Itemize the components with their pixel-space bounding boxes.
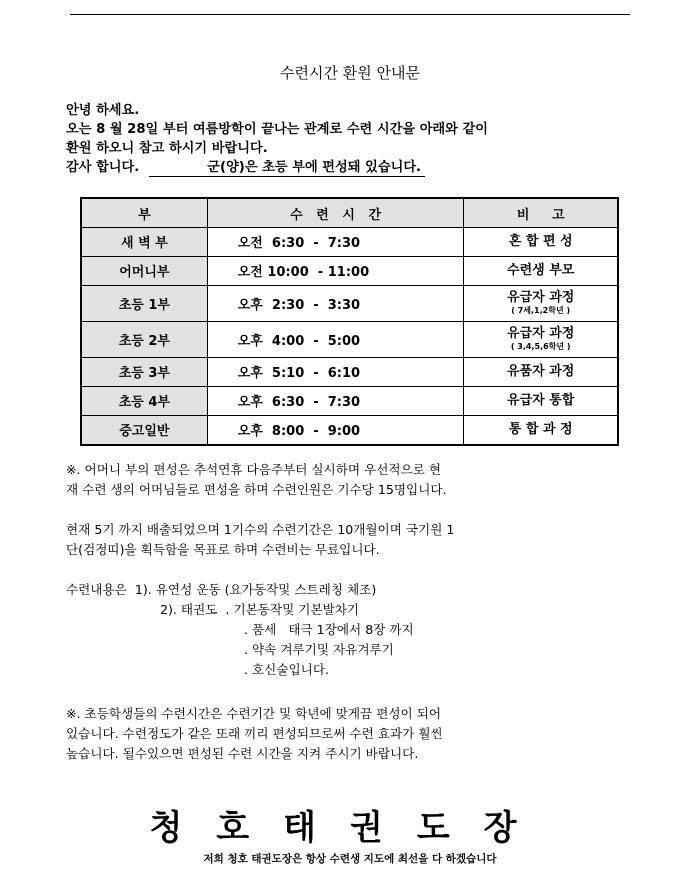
table-row [81, 386, 618, 415]
elementary-schedule-notice [66, 704, 646, 764]
note-main: 수련생 부모 [507, 262, 575, 278]
notice-line: 있습니다. 수련정도가 같은 또래 끼리 편성되므로써 수련 효과가 훨씬 [66, 726, 443, 741]
intro-greeting: 안녕 하세요. [66, 103, 140, 118]
note-main: 유급자 통합 [507, 392, 575, 408]
intro-section [66, 101, 656, 177]
table-row [81, 256, 618, 285]
page-title: 수련시간 환원 안내문 [280, 64, 420, 82]
notice-line: ※. 초등학생들의 수련시간은 수련기간 및 학년에 맞게끔 편성이 되어 [66, 706, 442, 721]
cell-time: 오후 4:00 - 5:00 [207, 321, 464, 357]
cell-time: 오후 2:30 - 3:30 [207, 285, 464, 321]
curriculum-line: . 품세 태극 1장에서 8장 까지 [244, 622, 414, 637]
cell-note [464, 256, 618, 285]
table-row [81, 358, 618, 387]
header-part: 부 [81, 198, 207, 228]
notice-line: 재 수련 생의 어머님들로 편성을 하며 수련인원은 기수당 15명입니다. [66, 482, 447, 497]
curriculum-line: . 호신술입니다. [244, 662, 330, 677]
intro-line-2: 오는 8 월 28일 부터 여름방학이 끝나는 관계로 수련 시간을 아래와 같이 [66, 122, 488, 137]
schedule-table [80, 197, 619, 446]
cell-part: 새 벽 부 [81, 228, 207, 257]
cell-time: 오전 6:30 - 7:30 [207, 228, 464, 257]
table-header-row [81, 198, 618, 228]
dojo-motto: 저희 청호 태권도장은 항상 수련생 지도에 최선을 다 하겠습니다 [203, 853, 497, 865]
note-grade-range: ( 7세,1,2학년 ) [511, 306, 571, 316]
intro-thanks: 감사 합니다. [66, 160, 140, 175]
cell-time: 오후 8:00 - 9:00 [207, 415, 464, 445]
cell-time: 오전 10:00 - 11:00 [207, 256, 464, 285]
cell-part: 초등 1부 [81, 285, 207, 321]
note-main: 유급자 과정 [507, 326, 575, 342]
cell-part: 중고일반 [81, 415, 207, 445]
notice-line: ※. 어머니 부의 편성은 추석연휴 다음주부터 실시하며 우선적으로 현 [66, 462, 442, 477]
notice-line: 높습니다. 될수있으면 편성된 수련 시간을 지켜 주시기 바랍니다. [66, 746, 419, 761]
note-main: 통 합 과 정 [508, 421, 573, 437]
cell-note [464, 358, 618, 387]
curriculum-line: . 약속 겨루기및 자유겨루기 [244, 642, 394, 657]
assignment-fill-line: 군(양)은 초등 부에 편성돼 있습니다. [149, 159, 425, 177]
note-main: 혼 합 편 성 [508, 233, 573, 249]
note-main: 유품자 과정 [507, 363, 575, 379]
notice-line: 현재 5기 까지 배출되었으며 1기수의 수련기간은 10개월이며 국기원 1 [66, 522, 455, 537]
top-divider [70, 14, 630, 15]
header-note: 비 고 [464, 198, 618, 228]
cell-note [464, 386, 618, 415]
intro-line-4 [66, 158, 656, 177]
note-main: 유급자 과정 [507, 290, 575, 306]
cell-part: 초등 3부 [81, 358, 207, 387]
mothers-class-notice [66, 460, 646, 500]
graduation-notice [66, 520, 646, 560]
cell-part: 어머니부 [81, 256, 207, 285]
header-time: 수 련 시 간 [207, 198, 464, 228]
cell-time: 오후 6:30 - 7:30 [207, 386, 464, 415]
dojo-name: 청호태권도장 [149, 808, 551, 848]
table-row [81, 285, 618, 321]
cell-note [464, 228, 618, 257]
table-row [81, 415, 618, 445]
intro-line-3: 환원 하오니 참고 하시기 바랍니다. [66, 141, 268, 156]
table-row [81, 321, 618, 357]
cell-time: 오후 5:10 - 6:10 [207, 358, 464, 387]
curriculum-line: 2). 태권도 . 기본동작및 기본발차기 [160, 602, 360, 617]
curriculum-section [66, 580, 646, 680]
cell-note [464, 285, 618, 321]
table-row [81, 228, 618, 257]
cell-note [464, 415, 618, 445]
notice-line: 단(검정띠)을 획득함을 목표로 하며 수련비는 무료입니다. [66, 542, 380, 557]
note-grade-range: ( 3,4,5,6학년 ) [510, 342, 571, 352]
cell-note [464, 321, 618, 357]
cell-part: 초등 2부 [81, 321, 207, 357]
cell-part: 초등 4부 [81, 386, 207, 415]
curriculum-line: 수련내용은 1). 유연성 운동 (요가동작및 스트레칭 체조) [66, 582, 377, 597]
